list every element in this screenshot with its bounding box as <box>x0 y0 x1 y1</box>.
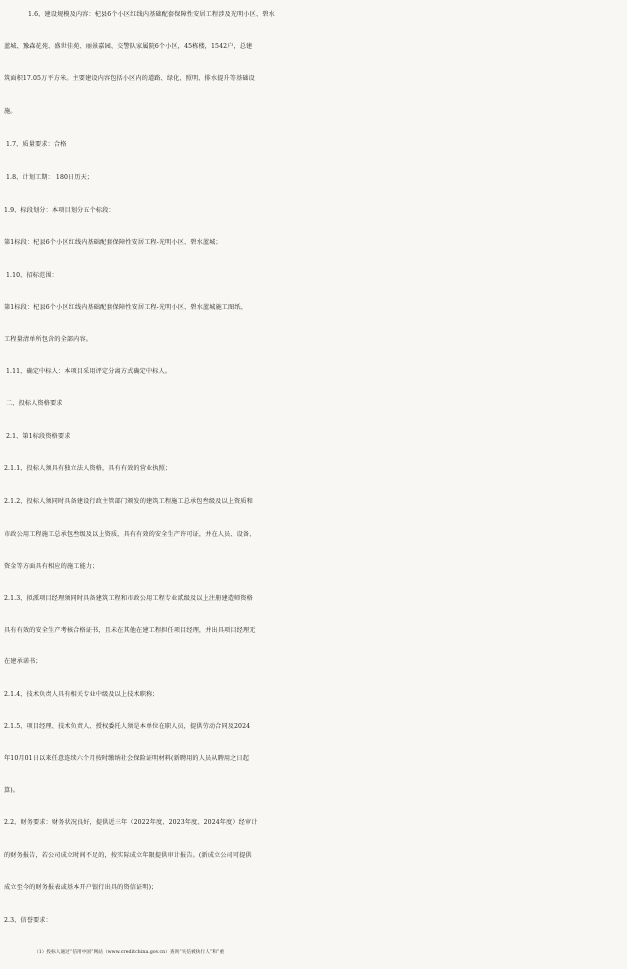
text-line-2.1.2-b: 市政公用工程施工总承包叁级及以上资质，具有有效的安全生产许可证，并在人员、设备、 <box>4 531 256 538</box>
text-line-2.1.3-a: 2.1.3、拟派项目经理须同时具备建筑工程和市政公用工程专业贰级及以上注册建造师资格 <box>4 595 253 602</box>
text-line-2.2-b: 的财务报告，若公司成立时间不足的，按实际成立年限提供审计报告。(新成立公司可提供 <box>4 852 252 859</box>
text-line-lot1-b: 第1标段：杞县6个小区红线内基础配套保障性安居工程-光明小区、碧水蓝城施工图纸、 <box>4 304 247 311</box>
text-line-1.6-d: 施。 <box>4 108 17 115</box>
text-line-2.1.3-c: 在建承诺书； <box>4 658 42 665</box>
text-line-1.9: 1.9、标段划分：本项目划分五个标段： <box>4 207 115 214</box>
text-line-2.3-item1: （1）投标人通过“信用中国”网站（www.creditchina.gov.cn）查询“失信被执行人”和“重 <box>34 950 225 955</box>
text-line-2.2-c: 成立至今的财务报表或基本开户银行出具的资信证明)； <box>4 884 158 891</box>
text-line-2.1.1: 2.1.1、投标人须具有独立法人资格，具有有效的营业执照； <box>4 465 172 472</box>
text-line-1.10: 1.10、招标范围： <box>6 272 58 279</box>
text-line-2.1.2-a: 2.1.2、投标人须同时具备建设行政主管部门颁发的建筑工程施工总承包叁级及以上资质和 <box>4 498 253 505</box>
text-line-1.6-b: 蓝城、豫森花苑、盛世佳苑、丽景嘉园、交警队家属院6个小区，45栋楼，1542户，总建 <box>4 43 253 50</box>
text-line-1.11: 1.11、确定中标人：本项目采用评定分离方式确定中标人。 <box>6 368 172 375</box>
text-line-2.1.5-a: 2.1.5、项目经理、技术负责人、授权委托人须是本单位在职人员，提供劳动合同及2024 <box>4 723 251 730</box>
section-heading-qualification: 二、投标人资格要求 <box>6 400 63 407</box>
text-line-2.1.3-b: 具有有效的安全生产考核合格证书，且未在其他在建工程担任项目经理，并出具项目经理无 <box>4 627 256 634</box>
text-line-2.3: 2.3、信誉要求： <box>4 917 52 924</box>
text-line-2.1.5-c: 算)。 <box>4 787 20 794</box>
text-line-2.2-a: 2.2、财务要求：财务状况良好，提供近三年（2022年度、2023年度、2024年度）经审计 <box>4 819 258 826</box>
text-line-1.6-a: 1.6、建设规模及内容：杞县6个小区红线内基础配套保障性安居工程涉及光明小区、碧水 <box>28 11 275 18</box>
text-line-2.1.5-b: 年10月01日以来任意连续六个月按时缴纳社会保险证明材料(新聘用的人员从聘用之日起 <box>4 755 250 762</box>
text-line-2.1.2-c: 资金等方面具有相应的施工能力； <box>4 563 99 570</box>
text-line-lot1-a: 第1标段：杞县6个小区红线内基础配套保障性安居工程-光明小区、碧水蓝城； <box>4 239 222 246</box>
text-line-1.8: 1.8、计划工期： 180日历天； <box>6 174 94 181</box>
text-line-1.7: 1.7、质量要求：合格 <box>6 141 67 148</box>
text-line-2.1: 2.1、第1标段资格要求 <box>6 433 71 440</box>
text-line-1.6-c: 筑面积17.05万平方米。主要建设内容包括小区内的道路、绿化、照明、排水提升等基础设 <box>4 75 255 82</box>
text-line-2.1.4: 2.1.4、技术负责人具有相关专业中级及以上技术职称； <box>4 691 159 698</box>
text-line-lot1-c: 工程量清单所包含的全部内容。 <box>4 336 93 343</box>
